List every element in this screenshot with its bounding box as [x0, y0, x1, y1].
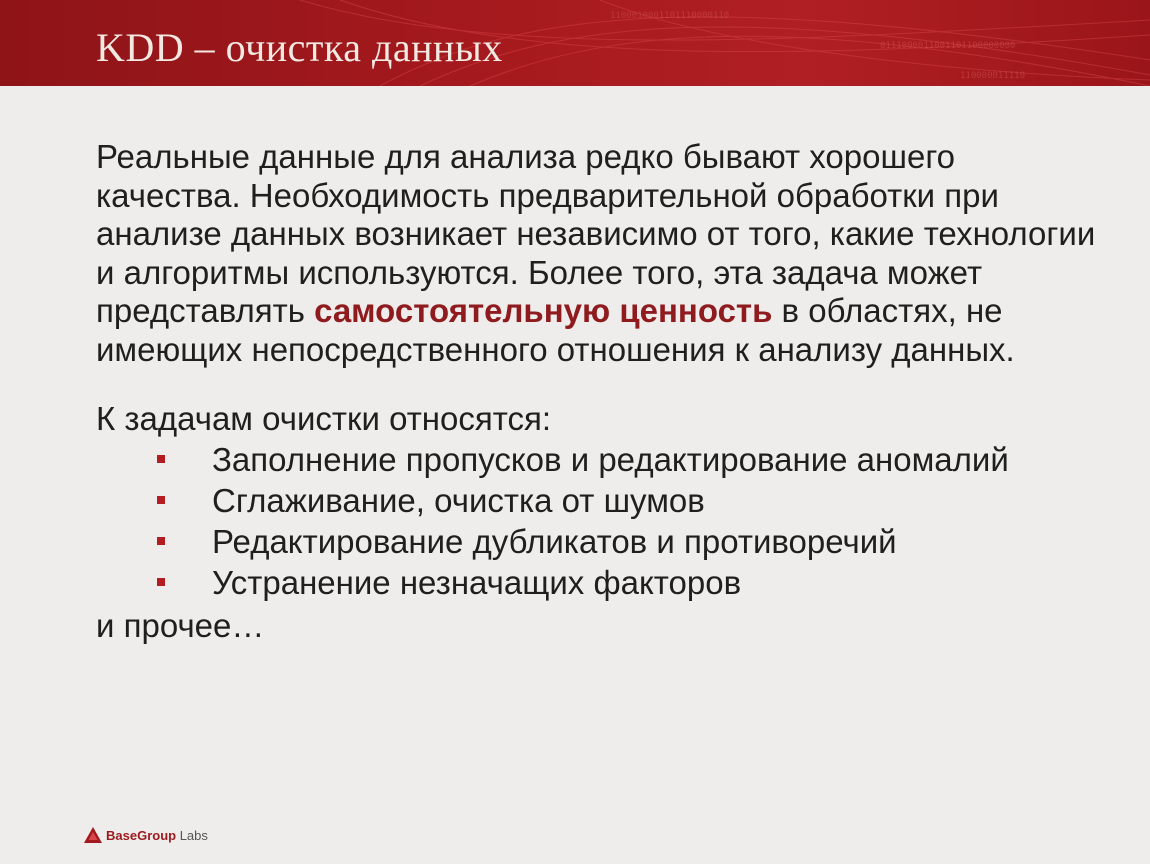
task-list [96, 440, 1106, 601]
slide-title: KDD – очистка данных [96, 25, 503, 70]
logo-name: BaseGroup [106, 827, 177, 843]
closing-text: и прочее… [96, 606, 265, 644]
list-item-text: Сглаживание, очистка от шумов [212, 481, 705, 519]
bullet-square-icon [157, 496, 165, 504]
list-item-text: Редактирование дубликатов и противоречий [212, 522, 897, 560]
bullet-square-icon [157, 578, 165, 586]
paragraph-text-end: в областях, не имеющих непосредственного отношения к анализу данных. [96, 292, 1015, 368]
list-item [96, 481, 1106, 519]
list-item [96, 522, 1106, 560]
svg-text:110000011110: 110000011110 [960, 71, 1026, 81]
svg-text:0111000011001101100000000: 0111000011001101100000000 [880, 41, 1016, 51]
basegroup-logo [83, 826, 208, 844]
list-item-text: Заполнение пропусков и редактирование аномалий [212, 440, 1009, 478]
logo-text [106, 828, 208, 843]
paragraph-text: Реальные данные для анализа редко бывают хорошего качества. Необходимость предварительной обработки при анализе данных возникает независимо от того, какие технологии и алгоритмы используются. Более того, эта задача может представлять [96, 138, 1096, 329]
bullet-square-icon [157, 455, 165, 463]
list-item [96, 440, 1106, 478]
list-intro: К задачам очистки относятся: [96, 400, 552, 437]
header-banner [0, 0, 1150, 86]
highlighted-phrase: самостоятельную ценность [314, 292, 773, 329]
triangle-logo-icon [83, 826, 103, 844]
svg-text:1100010001101110000110: 1100010001101110000110 [610, 11, 730, 21]
logo-suffix: Labs [179, 827, 208, 843]
main-paragraph [96, 138, 1106, 369]
slide-body [96, 138, 1106, 645]
list-item [96, 563, 1106, 601]
list-item-text: Устранение незначащих факторов [212, 563, 742, 601]
bullet-square-icon [157, 537, 165, 545]
